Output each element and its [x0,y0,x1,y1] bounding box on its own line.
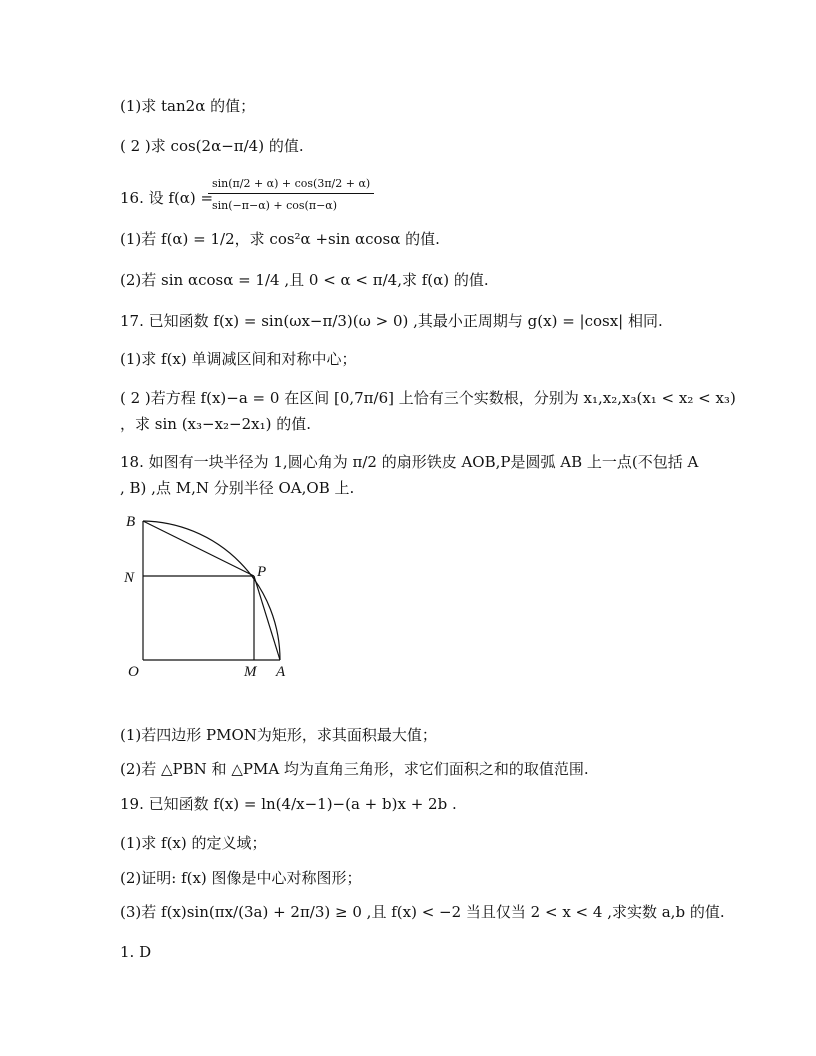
label-A: A [276,664,286,680]
sector-figure [120,508,300,683]
label-B: B [126,514,136,530]
q18-heading-line1: 18. 如图有一块半径为 1,圆心角为 π/2 的扇形铁皮 AOB,P是圆弧 AB 上一点(不包括 A [120,453,699,471]
q16-part2: (2)若 sin αcosα = 1/4 ,且 0 < α < π/4,求 f(α) 的值. [120,271,489,289]
q18-part2: (2)若 △PBN 和 △PMA 均为直角三角形，求它们面积之和的取值范围. [120,760,589,778]
q16-part1: (1)若 f(α) = 1/2，求 cos²α +sin αcosα 的值. [120,230,440,248]
label-P: P [257,564,267,580]
segment-BP [143,521,254,576]
q19-part1: (1)求 f(x) 的定义域； [120,834,267,852]
q15-part2: ( 2 )求 cos(2α−π/4) 的值. [120,137,304,155]
segment-PA [254,576,280,660]
q16-heading: 16. 设 f(α) = [120,189,214,207]
label-M: M [244,664,257,680]
q17-part2-line1: ( 2 )若方程 f(x)−a = 0 在区间 [0,7π/6] 上恰有三个实数根，分别为 x₁,x₂,x₃(x₁ < x₂ < x₃) [120,389,736,407]
q16-fraction-numerator: sin(π/2 + α) + cos(3π/2 + α) [208,175,374,194]
label-O: O [128,664,139,680]
q19-part3: (3)若 f(x)sin(πx/(3a) + 2π/3) ≥ 0 ,且 f(x) < −2 当且仅当 2 < x < 4 ,求实数 a,b 的值. [120,903,725,921]
q16-fraction-denominator: sin(−π−α) + cos(π−α) [212,199,338,212]
q18-heading-line2: , B) ,点 M,N 分别半径 OA,OB 上. [120,479,355,497]
q17-part1: (1)求 f(x) 单调减区间和对称中心； [120,350,357,368]
q17-part2-line2: ，求 sin (x₃−x₂−2x₁) 的值. [120,415,312,433]
q17-heading: 17. 已知函数 f(x) = sin(ωx−π/3)(ω > 0) ,其最小正周期与 g(x) = |cosx| 相同. [120,312,663,330]
q19-heading: 19. 已知函数 f(x) = ln(4/x−1)−(a + b)x + 2b . [120,795,457,813]
q19-part2: (2)证明: f(x) 图像是中心对称图形； [120,869,362,887]
label-N: N [124,570,135,586]
arc-AB [143,521,280,660]
answer-1: 1. D [120,943,152,961]
q18-part1: (1)若四边形 PMON为矩形，求其面积最大值； [120,726,437,744]
q15-part1: (1)求 tan2α 的值； [120,97,256,115]
